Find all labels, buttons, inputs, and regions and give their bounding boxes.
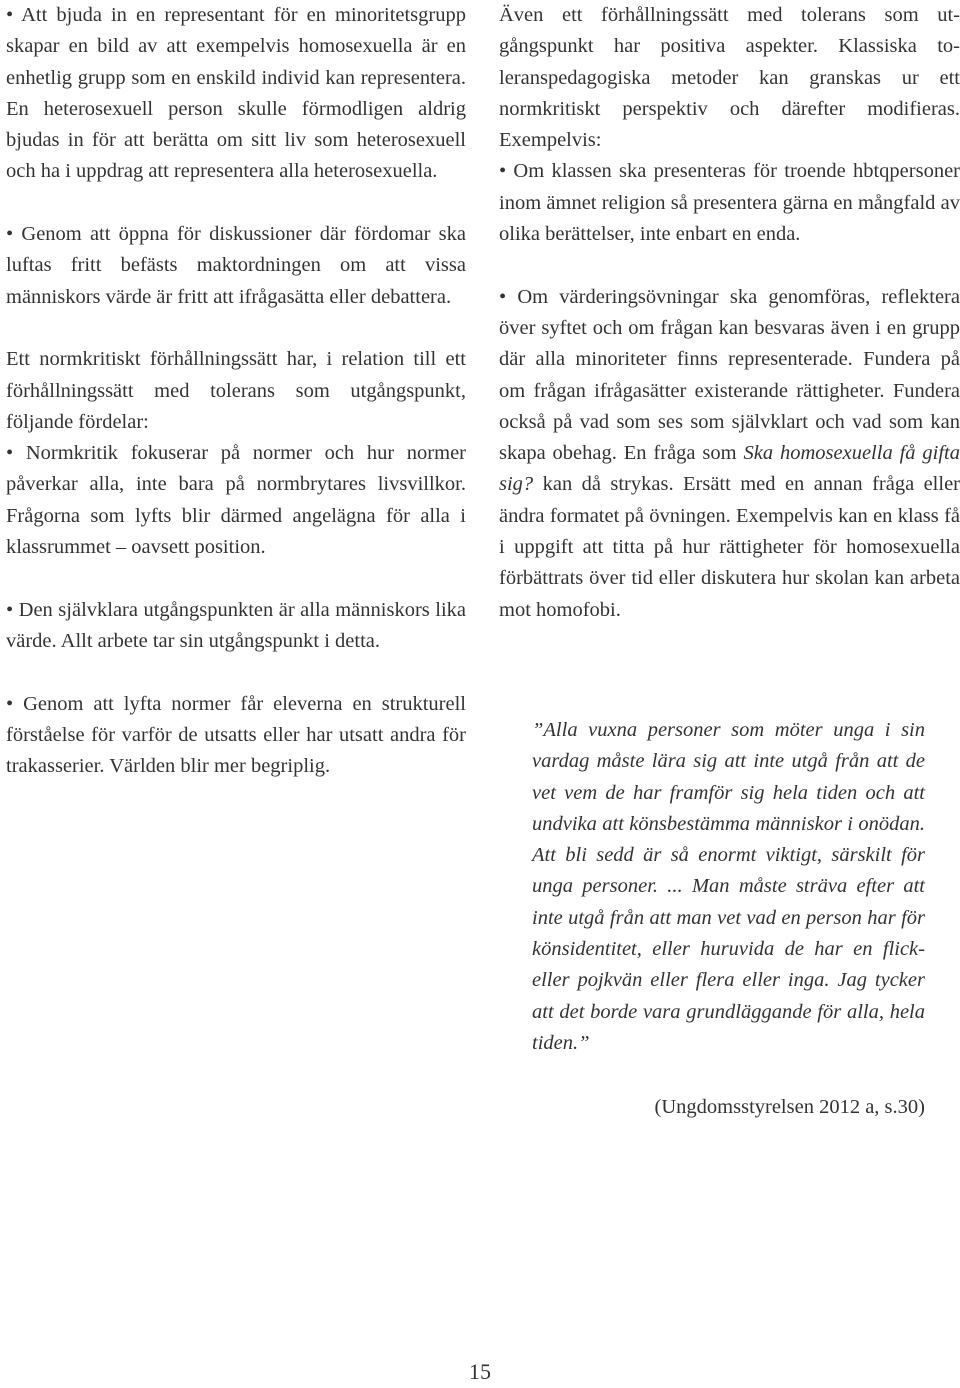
bullet-paragraph: • Genom att öppna för diskussioner där fördomar ska luftas fritt befästs maktordningen om att vissa människors värde är fritt att ifrågasätta eller debattera. [6,223,466,308]
bullet-paragraph: • Normkritik fokuserar på normer och hur normer påverkar alla, inte bara på normbrytares livsvillkor. Frågorna som lyfts blir därmed angelägna för alla i klassrummet – oavsett position. [6,442,466,559]
body-paragraph: Även ett förhållningssätt med tolerans som utgångspunkt har positiva aspekter. Klassiska toleranspedagogiska metoder kan granskas ur ett normkritiskt perspektiv och därefter modifieras. Exempelvis: [499,4,960,152]
bullet-paragraph: • Att bjuda in en representant för en minoritetsgrupp skapar en bild av att exempelvis homosexuella är en enhetlig grupp som en enskild individ kan representera. En heterosexuell person skulle förmodligen aldrig bjudas in för att berätta om sitt liv som heterosexuell och ha i uppdrag att representera alla heterosexuella. [6,4,466,183]
left-column [6,0,466,782]
bullet-paragraph: • Om klassen ska presenteras för troende hbtqpersoner inom ämnet religion så presentera gärna en mångfald av olika berättelser, inte enbart en enda. [499,160,960,246]
bullet-paragraph: • Genom att lyfta normer får eleverna en strukturell förståelse för varför de utsatts eller har utsatt andra för trakasserier. Världen blir mer begriplig. [6,692,466,778]
body-paragraph: Ett normkritiskt förhållningssätt har, i relation till ett förhållningssätt med tolerans som utgångspunkt, följande fördelar: [6,348,466,433]
bullet-paragraph: • Den självklara utgångspunkten är alla människors lika värde. Allt arbete tar sin utgångspunkt i detta. [6,598,466,652]
right-column [499,0,960,626]
paragraph-text: kan då strykas. Ersätt med en annan fråga eller ändra formatet på övningen. Exempelvis kan en klass få i uppgift att titta på hur rättigheter för homosexuella förbättrats över tid eller diskutera hur skolan kan arbeta mot homofobi. [499,473,960,621]
block-quote: ”Alla vuxna personer som möter unga i sin vardag måste lära sig att inte utgå från att de vet vem de har framför sig hela tiden och att undvika att könsbestämma människor i onödan. Att bli sedd är så enormt viktigt, särskilt för unga personer. ... Man måste sträva efter att inte utgå från att man vet vad en person har för könsidentitet, eller huruvida de har en flick- eller pojkvän eller flera eller inga. Jag tycker att det borde vara grundläggande för alla, hela tiden.” [532,719,925,1054]
quote-citation: (Ungdomsstyrelsen 2012 a, s.30) [654,1096,925,1118]
page-number: 15 [469,1359,491,1384]
paragraph-text: • Om värderingsövningar ska genomföras, reflektera över syftet och om frågan kan besvaras även i en grupp där alla minoriteter finns representerade. Fundera på om frågan ifrågasätter existerande rättigheter. Fundera också på vad som ses som självklart och vad som kan skapa obehag. En fråga som [499,285,960,465]
bullet-paragraph [499,282,960,626]
example-question: Ska homosexuella få gifta sig? [499,442,960,496]
